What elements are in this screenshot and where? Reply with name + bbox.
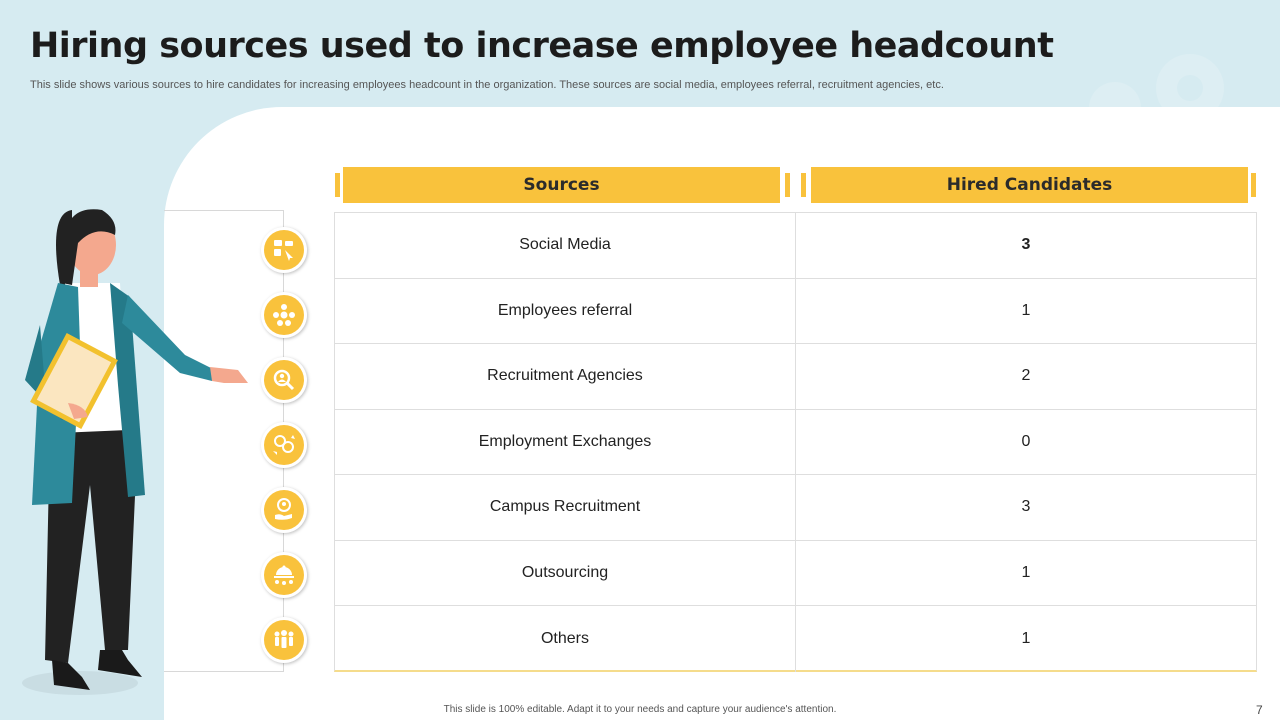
hired-cell: 0 xyxy=(1021,432,1031,450)
table-row xyxy=(335,606,1256,672)
source-cell: Others xyxy=(335,606,796,672)
source-cell: Social Media xyxy=(335,213,796,278)
referral-network-icon xyxy=(261,292,307,338)
globe-network-icon xyxy=(261,552,307,598)
page-title: Hiring sources used to increase employee headcount xyxy=(30,26,1054,66)
header-tick-mid-right xyxy=(801,173,806,197)
presenter-illustration xyxy=(10,205,255,700)
source-cell: Employment Exchanges xyxy=(335,410,796,475)
table-row xyxy=(335,344,1256,410)
hired-cell: 1 xyxy=(1021,629,1031,647)
footer-note: This slide is 100% editable. Adapt it to your needs and capture your audience's attention. xyxy=(443,704,837,715)
source-cell: Campus Recruitment xyxy=(335,475,796,540)
table-row xyxy=(335,279,1256,345)
table-row xyxy=(335,213,1256,279)
table-row xyxy=(335,410,1256,476)
header-tick-mid-left xyxy=(785,173,790,197)
hired-cell: 1 xyxy=(1021,563,1031,581)
header-tick-left xyxy=(335,173,340,197)
source-cell: Recruitment Agencies xyxy=(335,344,796,409)
header-tick-right xyxy=(1251,173,1256,197)
magnifier-person-icon xyxy=(261,357,307,403)
hiring-table xyxy=(334,212,1257,672)
header-sources: Sources xyxy=(343,167,780,203)
source-cell: Employees referral xyxy=(335,279,796,344)
table-row xyxy=(335,475,1256,541)
source-cell: Outsourcing xyxy=(335,541,796,606)
hired-cell: 3 xyxy=(1021,498,1031,516)
header-hired-candidates: Hired Candidates xyxy=(811,167,1248,203)
people-group-icon xyxy=(261,617,307,663)
hand-person-icon xyxy=(261,487,307,533)
social-media-icon xyxy=(261,227,307,273)
page-subtitle: This slide shows various sources to hire candidates for increasing employees headcount in the organization. These sources are social media, employees referral, recruitment agencies, etc. xyxy=(30,79,944,91)
table-row xyxy=(335,541,1256,607)
hired-cell: 2 xyxy=(1021,367,1031,385)
page-number: 7 xyxy=(1256,703,1263,717)
hired-cell: 3 xyxy=(1021,236,1031,254)
exchange-people-icon xyxy=(261,422,307,468)
hired-cell: 1 xyxy=(1021,301,1031,319)
gear-icon xyxy=(1085,40,1235,110)
